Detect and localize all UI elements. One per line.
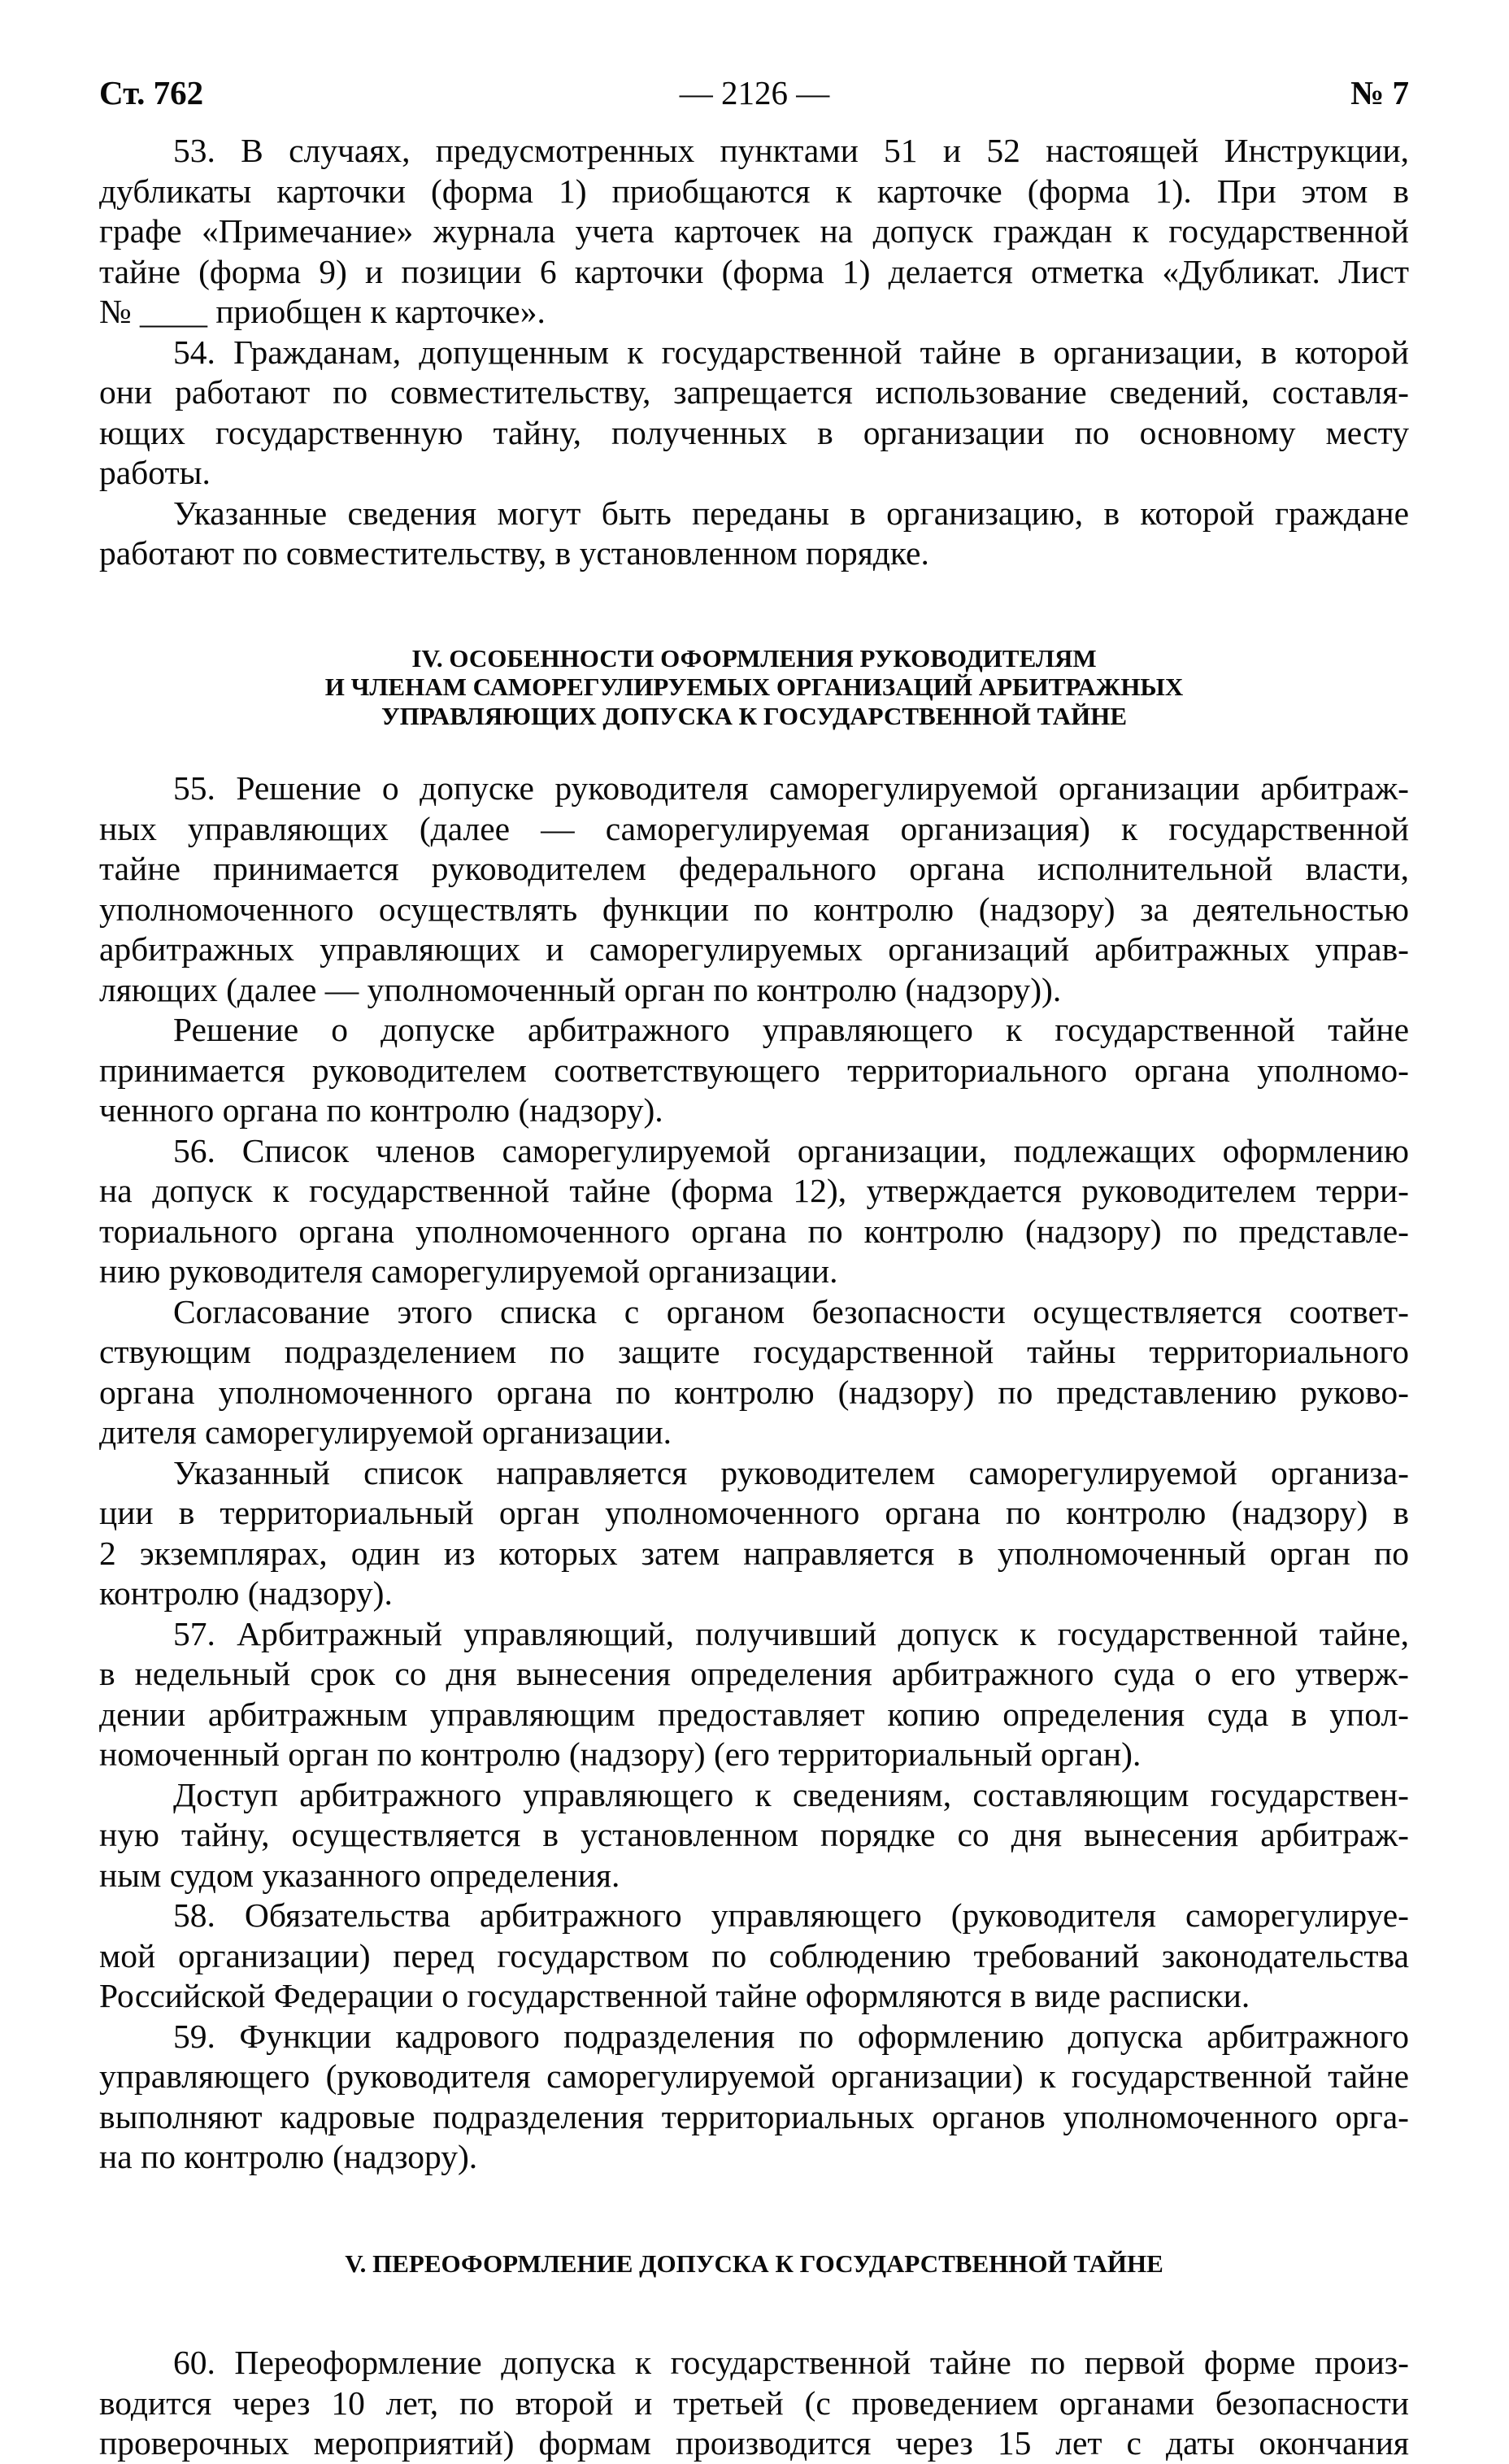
text-line: ториального органа уполномоченного органа по контролю (надзору) по представле- [99, 1212, 1409, 1250]
text-line: Решение о допуске арбитражного управляющего к государственной тайне [173, 1011, 1409, 1048]
text-line: ющих государственную тайну, полученных в организации по основному месту [99, 413, 1409, 451]
text-line: ченного органа по контролю (надзору). [99, 1091, 663, 1129]
heading-line: И ЧЛЕНАМ САМОРЕГУЛИРУЕМЫХ ОРГАНИЗАЦИЙ АРБИТРАЖНЫХ [324, 673, 1184, 701]
section-4-heading [99, 644, 1409, 731]
text-line: проверочных мероприятий) формам производится через 15 лет с даты окончания [99, 2424, 1409, 2462]
text-line: 59. Функции кадрового подразделения по оформлению допуска арбитражного [173, 2017, 1409, 2055]
text-line: водится через 10 лет, по второй и третьей (с проведением органами безопасности [99, 2383, 1409, 2422]
text-line: ную тайну, осуществляется в установленном порядке со дня вынесения арбитраж- [99, 1816, 1409, 1853]
text-line: 2 экземплярах, один из которых затем направляется в уполномоченный орган по [99, 1534, 1409, 1572]
paragraph-55 [99, 768, 1409, 1010]
text-line: принимается руководителем соответствующего территориального органа уполномо- [99, 1051, 1409, 1089]
paragraph-60 [99, 2343, 1409, 2464]
text-line: Доступ арбитражного управляющего к сведениям, составляющим государствен- [173, 1775, 1409, 1813]
paragraph-54 [99, 333, 1409, 494]
text-line: нию руководителя саморегулируемой организации. [99, 1252, 838, 1290]
text-line: графе «Примечание» журнала учета карточек на допуск граждан к государственной [99, 212, 1409, 250]
text-line: 56. Список членов саморегулируемой организации, подлежащих оформлению [173, 1131, 1409, 1169]
text-line: № ____ приобщен к карточке». [99, 293, 546, 330]
paragraph-58 [99, 1896, 1409, 2017]
text-line: органа уполномоченного органа по контролю (надзору) по представлению руково- [99, 1373, 1409, 1411]
text-line: ляющих (далее — уполномоченный орган по контролю (надзору)). [99, 970, 1062, 1008]
paragraph-57-continued [99, 1775, 1409, 1896]
paragraph-55-continued [99, 1010, 1409, 1131]
text-line: они работают по совместительству, запрещается использование сведений, составля- [99, 373, 1409, 411]
text-line: на допуск к государственной тайне (форма 12), утверждается руководителем терри- [99, 1172, 1409, 1209]
paragraph-56-continued [99, 1292, 1409, 1453]
text-line: арбитражных управляющих и саморегулируемых организаций арбитражных управ- [99, 930, 1409, 968]
text-line: ции в территориальный орган уполномоченного органа по контролю (надзору) в [99, 1494, 1409, 1531]
paragraph-57 [99, 1614, 1409, 1775]
text-line: контролю (надзору). [99, 1574, 393, 1612]
paragraph-56-continued-2 [99, 1453, 1409, 1614]
heading-line: IV. ОСОБЕННОСТИ ОФОРМЛЕНИЯ РУКОВОДИТЕЛЯМ [411, 643, 1097, 673]
text-line: дении арбитражным управляющим предоставляет копию определения суда в упол- [99, 1695, 1409, 1733]
page-number: — 2126 — [679, 74, 830, 111]
text-line: Указанный список направляется руководителем саморегулируемой организа- [173, 1453, 1409, 1491]
text-line: 57. Арбитражный управляющий, получивший допуск к государственной тайне, [173, 1614, 1409, 1652]
article-number: Ст. 762 [99, 74, 204, 111]
text-line: тайне (форма 9) и позиции 6 карточки (форма 1) делается отметка «Дубликат. Лист [99, 252, 1409, 290]
text-line: в недельный срок со дня вынесения определения арбитражного суда о его утверж- [99, 1655, 1409, 1692]
paragraph-56 [99, 1131, 1409, 1292]
text-line: 58. Обязательства арбитражного управляющего (руководителя саморегулируе- [173, 1896, 1409, 1934]
text-line: Российской Федерации о государственной тайне оформляются в виде расписки. [99, 1977, 1250, 2014]
paragraph-54-continued [99, 494, 1409, 574]
text-line: Указанные сведения могут быть переданы в организацию, в которой граждане [173, 494, 1409, 532]
heading-line: УПРАВЛЯЮЩИХ ДОПУСКА К ГОСУДАРСТВЕННОЙ ТАЙНЕ [381, 701, 1128, 730]
text-line: мой организации) перед государством по соблюдению требований законодательства [99, 1936, 1409, 1974]
text-line: уполномоченного осуществлять функции по контролю (надзору) за деятельностью [99, 890, 1409, 928]
text-line: Согласование этого списка с органом безопасности осуществляется соответ- [173, 1292, 1409, 1330]
paragraph-53 [99, 131, 1409, 333]
text-line: управляющего (руководителя саморегулируемой организации) к государственной тайне [99, 2057, 1409, 2095]
text-line: работы. [99, 454, 211, 491]
issue-number: № 7 [1350, 74, 1409, 111]
heading-line: V. ПЕРЕОФОРМЛЕНИЕ ДОПУСКА К ГОСУДАРСТВЕННОЙ ТАЙНЕ [345, 2249, 1163, 2278]
text-line: ным судом указанного определения. [99, 1856, 620, 1894]
text-line: 53. В случаях, предусмотренных пунктами 51 и 52 настоящей Инструкции, [173, 132, 1409, 169]
text-line: работают по совместительству, в установленном порядке. [99, 534, 929, 572]
text-line: на по контролю (надзору). [99, 2138, 478, 2175]
text-line: выполняют кадровые подразделения территориальных органов уполномоченного орга- [99, 2097, 1409, 2135]
document-body [99, 131, 1409, 2464]
paragraph-59 [99, 2017, 1409, 2178]
text-line: 55. Решение о допуске руководителя саморегулируемой организации арбитраж- [173, 769, 1409, 807]
text-line: номоченный орган по контролю (надзору) (его территориальный орган). [99, 1735, 1142, 1773]
text-line: ствующим подразделением по защите государственной тайны территориального [99, 1333, 1409, 1370]
text-line: дубликаты карточки (форма 1) приобщаются к карточке (форма 1). При этом в [99, 172, 1409, 210]
text-line: 54. Гражданам, допущенным к государственной тайне в организации, в которой [173, 333, 1409, 371]
text-line: 60. Переоформление допуска к государственной тайне по первой форме произ- [173, 2344, 1409, 2381]
text-line: тайне принимается руководителем федерального органа исполнительной власти, [99, 850, 1409, 887]
text-line: дителя саморегулируемой организации. [99, 1413, 672, 1451]
text-line: ных управляющих (далее — саморегулируемая организация) к государственной [99, 809, 1409, 847]
section-5-heading [99, 2249, 1409, 2279]
